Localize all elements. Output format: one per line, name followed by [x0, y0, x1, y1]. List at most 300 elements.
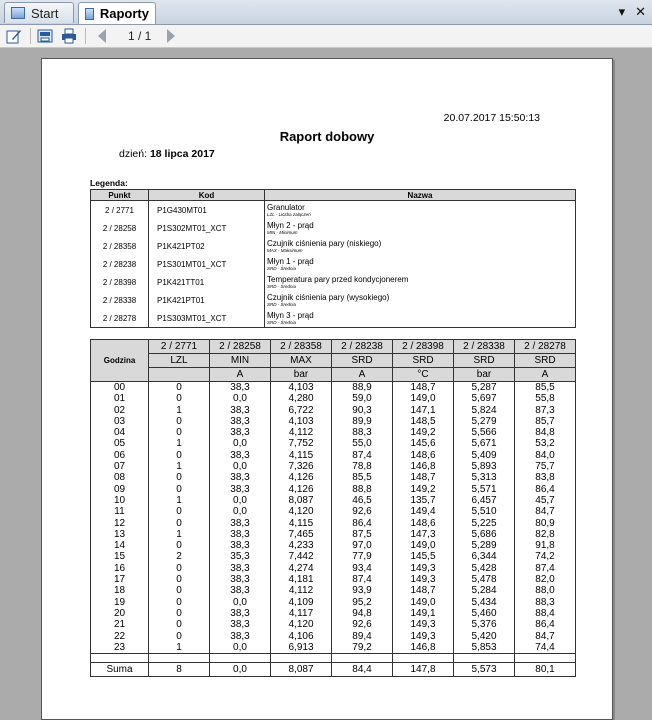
toolbar-separator	[30, 28, 31, 44]
value-cell: 5,284	[454, 585, 515, 596]
value-cell: 8,087	[271, 495, 332, 506]
value-cell: 87,5	[332, 529, 393, 540]
column-unit: bar	[454, 368, 515, 382]
report-toolbar	[0, 25, 652, 48]
value-cell: 5,697	[454, 393, 515, 404]
value-cell: 79,2	[332, 642, 393, 654]
value-cell: 0,0	[210, 495, 271, 506]
value-cell: 78,8	[332, 461, 393, 472]
value-cell: 38,3	[210, 585, 271, 596]
value-cell: 6,457	[454, 495, 515, 506]
start-tab-icon	[11, 7, 25, 19]
value-cell: 38,3	[210, 631, 271, 642]
table-row	[91, 393, 576, 404]
value-cell: 0	[149, 506, 210, 517]
value-cell: 149,3	[393, 619, 454, 630]
sum-value: 147,8	[393, 663, 454, 677]
value-cell: 86,4	[515, 484, 576, 495]
sum-value: 80,1	[515, 663, 576, 677]
legend-row	[91, 273, 576, 291]
table-row	[91, 642, 576, 654]
value-cell: 82,8	[515, 529, 576, 540]
value-cell: 0	[149, 416, 210, 427]
table-row	[91, 585, 576, 596]
printer-icon	[61, 28, 77, 44]
legend-nazwa-text: Temperatura pary przed kondycjonerem	[267, 274, 409, 284]
column-point: 2 / 28278	[515, 340, 576, 354]
column-function: LZL	[149, 354, 210, 368]
value-cell: 0	[149, 563, 210, 574]
value-cell: 38,3	[210, 574, 271, 585]
hour-cell: 09	[91, 484, 149, 495]
value-cell: 5,289	[454, 540, 515, 551]
hour-cell: 14	[91, 540, 149, 551]
value-cell: 7,326	[271, 461, 332, 472]
toolbar-separator	[85, 28, 86, 44]
edit-button[interactable]	[4, 27, 24, 45]
value-cell: 5,686	[454, 529, 515, 540]
legend-function: SRD - Średnia	[267, 265, 297, 271]
value-cell: 145,6	[393, 438, 454, 449]
value-cell: 6,913	[271, 642, 332, 654]
value-cell: 5,478	[454, 574, 515, 585]
chevron-left-icon	[98, 29, 106, 43]
table-row	[91, 540, 576, 551]
hour-cell: 15	[91, 551, 149, 562]
legend-function: MAX - Maksimum	[267, 247, 303, 253]
legend-row	[91, 291, 576, 309]
legend-header-nazwa: Nazwa	[265, 190, 576, 201]
value-cell: 84,0	[515, 450, 576, 461]
value-cell: 87,4	[332, 450, 393, 461]
table-row	[91, 506, 576, 517]
legend-function: SRD - Średnia	[267, 319, 297, 325]
value-cell: 93,9	[332, 585, 393, 596]
value-cell: 148,5	[393, 416, 454, 427]
value-cell: 145,5	[393, 551, 454, 562]
report-timestamp: 20.07.2017 15:50:13	[443, 112, 540, 124]
sum-value: 0,0	[210, 663, 271, 677]
table-row	[91, 518, 576, 529]
value-cell: 1	[149, 495, 210, 506]
report-date	[119, 148, 215, 160]
hour-header: Godzina	[91, 340, 149, 382]
value-cell: 149,0	[393, 540, 454, 551]
export-button[interactable]	[35, 27, 55, 45]
value-cell: 91,8	[515, 540, 576, 551]
table-row	[91, 461, 576, 472]
value-cell: 4,117	[271, 608, 332, 619]
window-controls	[619, 4, 646, 20]
hour-cell: 21	[91, 619, 149, 630]
hour-cell: 10	[91, 495, 149, 506]
legend-nazwa-text: Młyn 2 - prąd	[267, 220, 314, 230]
value-cell: 0	[149, 472, 210, 483]
column-function: SRD	[332, 354, 393, 368]
value-cell: 38,3	[210, 529, 271, 540]
value-cell: 149,4	[393, 506, 454, 517]
tab-start[interactable]	[4, 2, 74, 23]
value-cell: 88,3	[332, 427, 393, 438]
column-function: SRD	[454, 354, 515, 368]
table-row	[91, 405, 576, 416]
value-cell: 5,313	[454, 472, 515, 483]
value-cell: 149,2	[393, 484, 454, 495]
value-cell: 4,103	[271, 382, 332, 394]
value-cell: 94,8	[332, 608, 393, 619]
value-cell: 1	[149, 405, 210, 416]
value-cell: 0,0	[210, 461, 271, 472]
value-cell: 88,9	[332, 382, 393, 394]
hour-cell: 22	[91, 631, 149, 642]
value-cell: 6,344	[454, 551, 515, 562]
hour-cell: 11	[91, 506, 149, 517]
value-cell: 5,566	[454, 427, 515, 438]
column-point: 2 / 28398	[393, 340, 454, 354]
legend-kod: P1S301MT01_XCT	[149, 255, 265, 273]
hour-cell: 13	[91, 529, 149, 540]
hour-cell: 08	[91, 472, 149, 483]
value-cell: 86,4	[332, 518, 393, 529]
column-function: MAX	[271, 354, 332, 368]
column-function: SRD	[515, 354, 576, 368]
report-page	[41, 58, 613, 720]
close-icon[interactable]: ✕	[635, 4, 646, 19]
value-cell: 4,103	[271, 416, 332, 427]
value-cell: 149,3	[393, 631, 454, 642]
spacer-cell	[271, 654, 332, 663]
value-cell: 146,8	[393, 461, 454, 472]
value-cell: 1	[149, 438, 210, 449]
value-cell: 0	[149, 597, 210, 608]
legend-nazwa-text: Czujnik ciśnienia pary (wysokiego)	[267, 292, 390, 302]
value-cell: 0	[149, 619, 210, 630]
value-cell: 89,4	[332, 631, 393, 642]
table-row	[91, 597, 576, 608]
value-cell: 38,3	[210, 405, 271, 416]
column-unit: A	[515, 368, 576, 382]
column-function: MIN	[210, 354, 271, 368]
value-cell: 5,420	[454, 631, 515, 642]
value-cell: 4,120	[271, 619, 332, 630]
hour-cell: 12	[91, 518, 149, 529]
value-cell: 0	[149, 540, 210, 551]
hour-cell: 01	[91, 393, 149, 404]
value-cell: 5,460	[454, 608, 515, 619]
value-cell: 5,853	[454, 642, 515, 654]
sum-value: 8,087	[271, 663, 332, 677]
value-cell: 0	[149, 382, 210, 394]
value-cell: 85,5	[332, 472, 393, 483]
date-label: dzień:	[119, 148, 148, 160]
sum-value: 5,573	[454, 663, 515, 677]
value-cell: 93,4	[332, 563, 393, 574]
legend-kod: P1K421PT01	[149, 291, 265, 309]
legend-row	[91, 237, 576, 255]
value-cell: 4,126	[271, 472, 332, 483]
table-row	[91, 472, 576, 483]
legend-nazwa-text: Czujnik ciśnienia pary (niskiego)	[267, 238, 382, 248]
value-cell: 88,4	[515, 608, 576, 619]
value-cell: 53,2	[515, 438, 576, 449]
table-row	[91, 551, 576, 562]
value-cell: 87,4	[515, 563, 576, 574]
legend-row	[91, 201, 576, 220]
value-cell: 148,7	[393, 382, 454, 394]
value-cell: 74,2	[515, 551, 576, 562]
legend-header-punkt: Punkt	[91, 190, 149, 201]
hour-cell: 23	[91, 642, 149, 654]
export-icon	[37, 28, 53, 44]
value-cell: 74,4	[515, 642, 576, 654]
legend-punkt: 2 / 2771	[91, 201, 149, 220]
spacer-cell	[210, 654, 271, 663]
value-cell: 0	[149, 518, 210, 529]
value-cell: 6,722	[271, 405, 332, 416]
next-page-button[interactable]	[161, 27, 181, 45]
tab-raporty[interactable]	[78, 2, 156, 24]
value-cell: 5,434	[454, 597, 515, 608]
value-cell: 2	[149, 551, 210, 562]
edit-icon	[6, 28, 22, 44]
value-cell: 5,279	[454, 416, 515, 427]
value-cell: 38,3	[210, 382, 271, 394]
value-cell: 77,9	[332, 551, 393, 562]
sum-row	[91, 663, 576, 677]
value-cell: 89,9	[332, 416, 393, 427]
value-cell: 4,120	[271, 506, 332, 517]
date-value: 18 lipca 2017	[149, 148, 215, 160]
value-cell: 0,0	[210, 642, 271, 654]
value-cell: 95,2	[332, 597, 393, 608]
hour-cell: 00	[91, 382, 149, 394]
value-cell: 5,824	[454, 405, 515, 416]
legend-function: SRD - Średnia	[267, 301, 297, 307]
value-cell: 0,0	[210, 393, 271, 404]
table-row	[91, 574, 576, 585]
column-unit: °C	[393, 368, 454, 382]
legend-nazwa	[265, 273, 576, 291]
value-cell: 5,428	[454, 563, 515, 574]
legend-punkt: 2 / 28358	[91, 237, 149, 255]
table-row	[91, 438, 576, 449]
legend-label: Legenda:	[90, 178, 128, 188]
value-cell: 5,287	[454, 382, 515, 394]
sum-label: Suma	[91, 663, 149, 677]
legend-punkt: 2 / 28338	[91, 291, 149, 309]
value-cell: 149,0	[393, 393, 454, 404]
value-cell: 82,0	[515, 574, 576, 585]
print-button[interactable]	[59, 27, 79, 45]
value-cell: 59,0	[332, 393, 393, 404]
legend-nazwa	[265, 309, 576, 328]
legend-punkt: 2 / 28258	[91, 219, 149, 237]
value-cell: 0	[149, 608, 210, 619]
hour-cell: 04	[91, 427, 149, 438]
column-unit: bar	[271, 368, 332, 382]
legend-row	[91, 309, 576, 328]
value-cell: 88,0	[515, 585, 576, 596]
spacer-cell	[454, 654, 515, 663]
table-row	[91, 619, 576, 630]
legend-kod: P1K421TT01	[149, 273, 265, 291]
legend-nazwa-text: Granulator	[267, 202, 305, 212]
value-cell: 0	[149, 631, 210, 642]
value-cell: 87,3	[515, 405, 576, 416]
hour-cell: 07	[91, 461, 149, 472]
value-cell: 7,442	[271, 551, 332, 562]
prev-page-button[interactable]	[92, 27, 112, 45]
value-cell: 88,3	[515, 597, 576, 608]
value-cell: 46,5	[332, 495, 393, 506]
value-cell: 146,8	[393, 642, 454, 654]
value-cell: 7,465	[271, 529, 332, 540]
value-cell: 92,6	[332, 506, 393, 517]
legend-nazwa-text: Młyn 1 - prąd	[267, 256, 314, 266]
value-cell: 149,3	[393, 574, 454, 585]
legend-punkt: 2 / 28398	[91, 273, 149, 291]
table-row	[91, 484, 576, 495]
value-cell: 5,893	[454, 461, 515, 472]
column-function: SRD	[393, 354, 454, 368]
value-cell: 97,0	[332, 540, 393, 551]
column-point: 2 / 28338	[454, 340, 515, 354]
legend-nazwa	[265, 255, 576, 273]
table-row	[91, 416, 576, 427]
value-cell: 149,1	[393, 608, 454, 619]
legend-kod: P1S303MT01_XCT	[149, 309, 265, 328]
value-cell: 4,112	[271, 427, 332, 438]
tab-start-label: Start	[31, 5, 59, 21]
column-point: 2 / 2771	[149, 340, 210, 354]
legend-nazwa	[265, 201, 576, 220]
legend-row	[91, 219, 576, 237]
legend-function: MIN - Minimum	[267, 229, 298, 235]
value-cell: 135,7	[393, 495, 454, 506]
hour-cell: 18	[91, 585, 149, 596]
tab-list-dropdown-icon[interactable]: ▾	[618, 4, 626, 19]
legend-nazwa-text: Młyn 3 - prąd	[267, 310, 314, 320]
hour-cell: 05	[91, 438, 149, 449]
column-point: 2 / 28258	[210, 340, 271, 354]
value-cell: 148,6	[393, 450, 454, 461]
value-cell: 4,126	[271, 484, 332, 495]
value-cell: 149,2	[393, 427, 454, 438]
value-cell: 0	[149, 585, 210, 596]
value-cell: 75,7	[515, 461, 576, 472]
value-cell: 4,115	[271, 518, 332, 529]
value-cell: 55,8	[515, 393, 576, 404]
value-cell: 0	[149, 393, 210, 404]
legend-table	[90, 189, 576, 328]
column-unit: A	[210, 368, 271, 382]
value-cell: 5,671	[454, 438, 515, 449]
sum-value: 8	[149, 663, 210, 677]
hour-cell: 03	[91, 416, 149, 427]
hour-cell: 02	[91, 405, 149, 416]
value-cell: 0	[149, 427, 210, 438]
table-row	[91, 382, 576, 394]
hour-cell: 06	[91, 450, 149, 461]
value-cell: 5,225	[454, 518, 515, 529]
legend-row	[91, 255, 576, 273]
value-cell: 88,8	[332, 484, 393, 495]
value-cell: 0,0	[210, 506, 271, 517]
tab-raporty-label: Raporty	[99, 6, 149, 21]
value-cell: 0	[149, 484, 210, 495]
value-cell: 1	[149, 642, 210, 654]
legend-kod: P1S302MT01_XCT	[149, 219, 265, 237]
value-cell: 7,752	[271, 438, 332, 449]
legend-punkt: 2 / 28238	[91, 255, 149, 273]
value-cell: 38,3	[210, 608, 271, 619]
hour-cell: 19	[91, 597, 149, 608]
table-row	[91, 563, 576, 574]
value-cell: 35,3	[210, 551, 271, 562]
value-cell: 4,115	[271, 450, 332, 461]
table-row	[91, 450, 576, 461]
hour-cell: 17	[91, 574, 149, 585]
legend-function: LZL - Liczba załączeń	[267, 211, 311, 217]
value-cell: 4,106	[271, 631, 332, 642]
legend-nazwa	[265, 291, 576, 309]
spacer-cell	[149, 654, 210, 663]
value-cell: 4,181	[271, 574, 332, 585]
value-cell: 92,6	[332, 619, 393, 630]
value-cell: 38,3	[210, 427, 271, 438]
value-cell: 84,8	[515, 427, 576, 438]
value-cell: 38,3	[210, 540, 271, 551]
spacer-cell	[332, 654, 393, 663]
value-cell: 5,510	[454, 506, 515, 517]
report-tab-icon	[85, 8, 94, 20]
value-cell: 149,3	[393, 563, 454, 574]
value-cell: 5,409	[454, 450, 515, 461]
value-cell: 90,3	[332, 405, 393, 416]
value-cell: 148,7	[393, 472, 454, 483]
value-cell: 38,3	[210, 484, 271, 495]
hour-cell: 20	[91, 608, 149, 619]
legend-nazwa	[265, 219, 576, 237]
spacer-cell	[393, 654, 454, 663]
value-cell: 148,6	[393, 518, 454, 529]
spacer-row	[91, 654, 576, 663]
hour-cell: 16	[91, 563, 149, 574]
value-cell: 5,376	[454, 619, 515, 630]
value-cell: 1	[149, 461, 210, 472]
value-cell: 85,7	[515, 416, 576, 427]
value-cell: 147,1	[393, 405, 454, 416]
value-cell: 38,3	[210, 450, 271, 461]
page-indicator: 1 / 1	[128, 29, 152, 43]
legend-header-kod: Kod	[149, 190, 265, 201]
value-cell: 0	[149, 450, 210, 461]
table-row	[91, 631, 576, 642]
value-cell: 5,571	[454, 484, 515, 495]
value-cell: 83,8	[515, 472, 576, 483]
value-cell: 4,112	[271, 585, 332, 596]
tab-bar	[0, 0, 652, 25]
report-title: Raport dobowy	[279, 129, 375, 144]
legend-kod: P1K421PT02	[149, 237, 265, 255]
value-cell: 84,7	[515, 506, 576, 517]
column-unit	[149, 368, 210, 382]
value-cell: 38,3	[210, 416, 271, 427]
value-cell: 45,7	[515, 495, 576, 506]
table-row	[91, 608, 576, 619]
column-unit: A	[332, 368, 393, 382]
value-cell: 1	[149, 529, 210, 540]
